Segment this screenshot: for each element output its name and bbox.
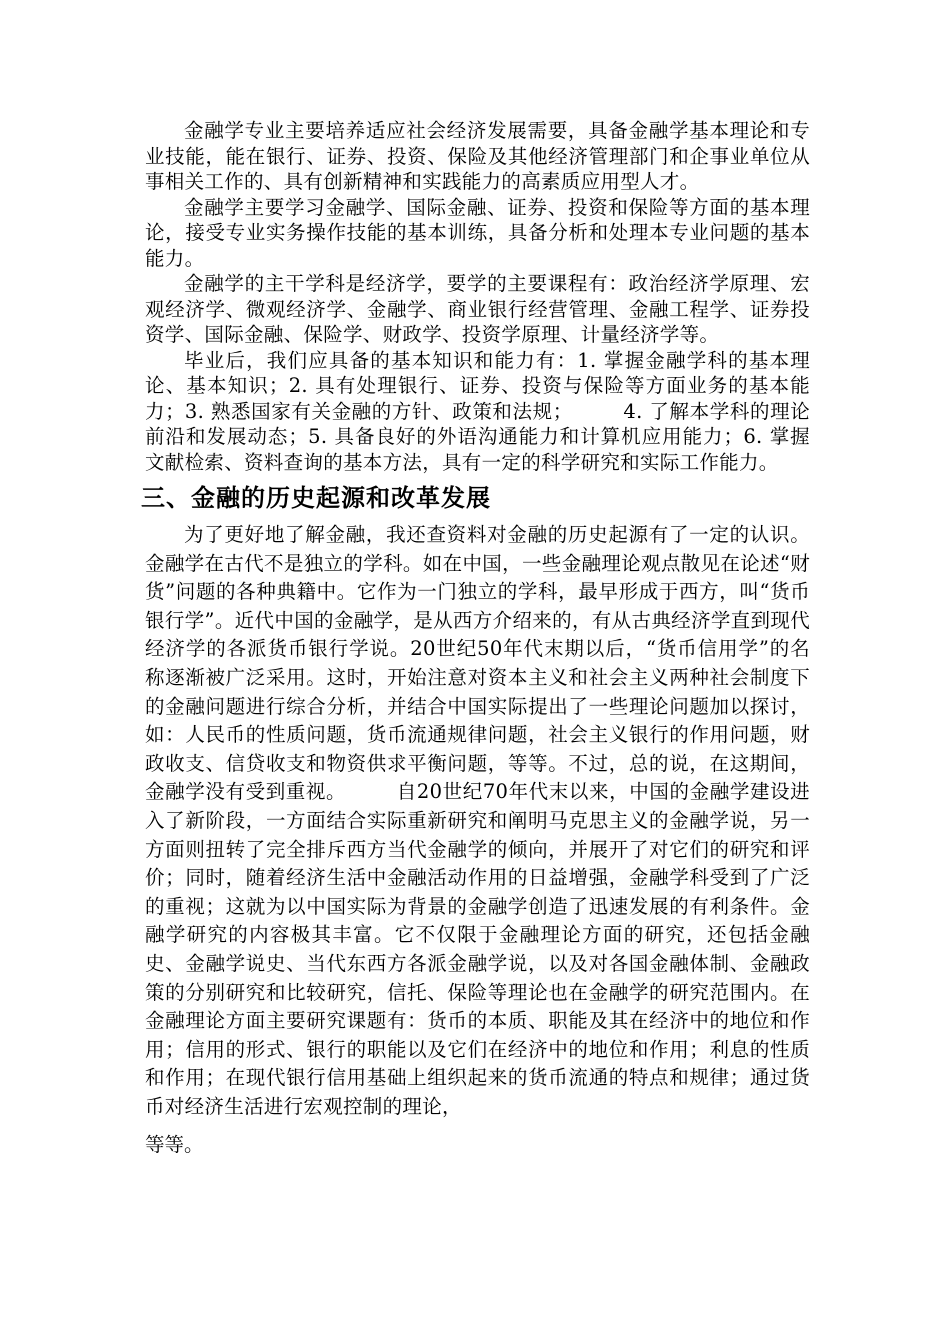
history-section xyxy=(141,481,810,1165)
major-description-section xyxy=(145,118,810,475)
paragraph-tail: 等等。 xyxy=(145,1133,204,1157)
document-page xyxy=(141,118,810,1165)
paragraph-main-courses: 金融学的主干学科是经济学，要学的主要课程有：政治经济学原理、宏观经济学、微观经济学、金融学、商业银行经营管理、金融工程学、证券投资学、国际金融、保险学、财政学、投资学原理、计量经济学等。 xyxy=(145,272,810,346)
paragraph-training-goal: 金融学专业主要培养适应社会经济发展需要，具备金融学基本理论和专业技能，能在银行、证券、投资、保险及其他经济管理部门和企事业单位从事相关工作的、具有创新精神和实践能力的高素质应用型人才。 xyxy=(145,119,810,193)
section-heading: 三、金融的历史起源和改革发展 xyxy=(141,484,491,512)
paragraph-history: 为了更好地了解金融，我还查资料对金融的历史起源有了一定的认识。金融学在古代不是独立的学科。如在中国，一些金融理论观点散见在论述“财货”问题的各种典籍中。它作为一门独立的学科，最早形成于西方，叫“货币银行学”。近代中国的金融学，是从西方介绍来的，有从古典经济学直到现代经济学的各派货币银行学说。20世纪50年代末期以后，“货币信用学”的名称逐渐被广泛采用。这时，开始注意对资本主义和社会主义两种社会制度下的金融问题进行综合分析，并结合中国实际提出了一些理论问题加以探讨，如：人民币的性质问题，货币流通规律问题，社会主义银行的作用问题，财政收支、信贷收支和物资供求平衡问题，等等。不过，总的说，在这期间，金融学没有受到重视。 自20世纪70年代末以来，中国的金融学建设进入了新阶段，一方面结合实际重新研究和阐明马克思主义的金融学说，另一方面则扭转了完全排斥西方当代金融学的倾向，并展开了对它们的研究和评价；同时，随着经济生活中金融活动作用的日益增强，金融学科受到了广泛的重视；这就为以中国实际为背景的金融学创造了迅速发展的有利条件。金融学研究的内容极其丰富。它不仅限于金融理论方面的研究，还包括金融史、金融学说史、当代东西方各派金融学说，以及对各国金融体制、金融政策的分别研究和比较研究，信托、保险等理论也在金融学的研究范围内。在金融理论方面主要研究课题有：货币的本质、职能及其在经济中的地位和作用；信用的形式、银行的职能以及它们在经济中的地位和作用；利息的性质和作用；在现代银行信用基础上组织起来的货币流通的特点和规律；通过货币对经济生活进行宏观控制的理论， xyxy=(145,523,810,1118)
paragraph-study-content: 金融学主要学习金融学、国际金融、证券、投资和保险等方面的基本理论，接受专业实务操作技能的基本训练，具备分析和处理本专业问题的基本能力。 xyxy=(145,195,810,270)
paragraph-graduate-abilities: 毕业后，我们应具备的基本知识和能力有：1. 掌握金融学科的基本理论、基本知识；2. 具有处理银行、证券、投资与保险等方面业务的基本能力；3. 熟悉国家有关金融的方针、政策和法规； 4. 了解本学科的理论前沿和发展动态；5. 具备良好的外语沟通能力和计算机应用能力；6. 掌握文献检索、资料查询的基本方法，具有一定的科学研究和实际工作能力。 xyxy=(145,348,810,474)
